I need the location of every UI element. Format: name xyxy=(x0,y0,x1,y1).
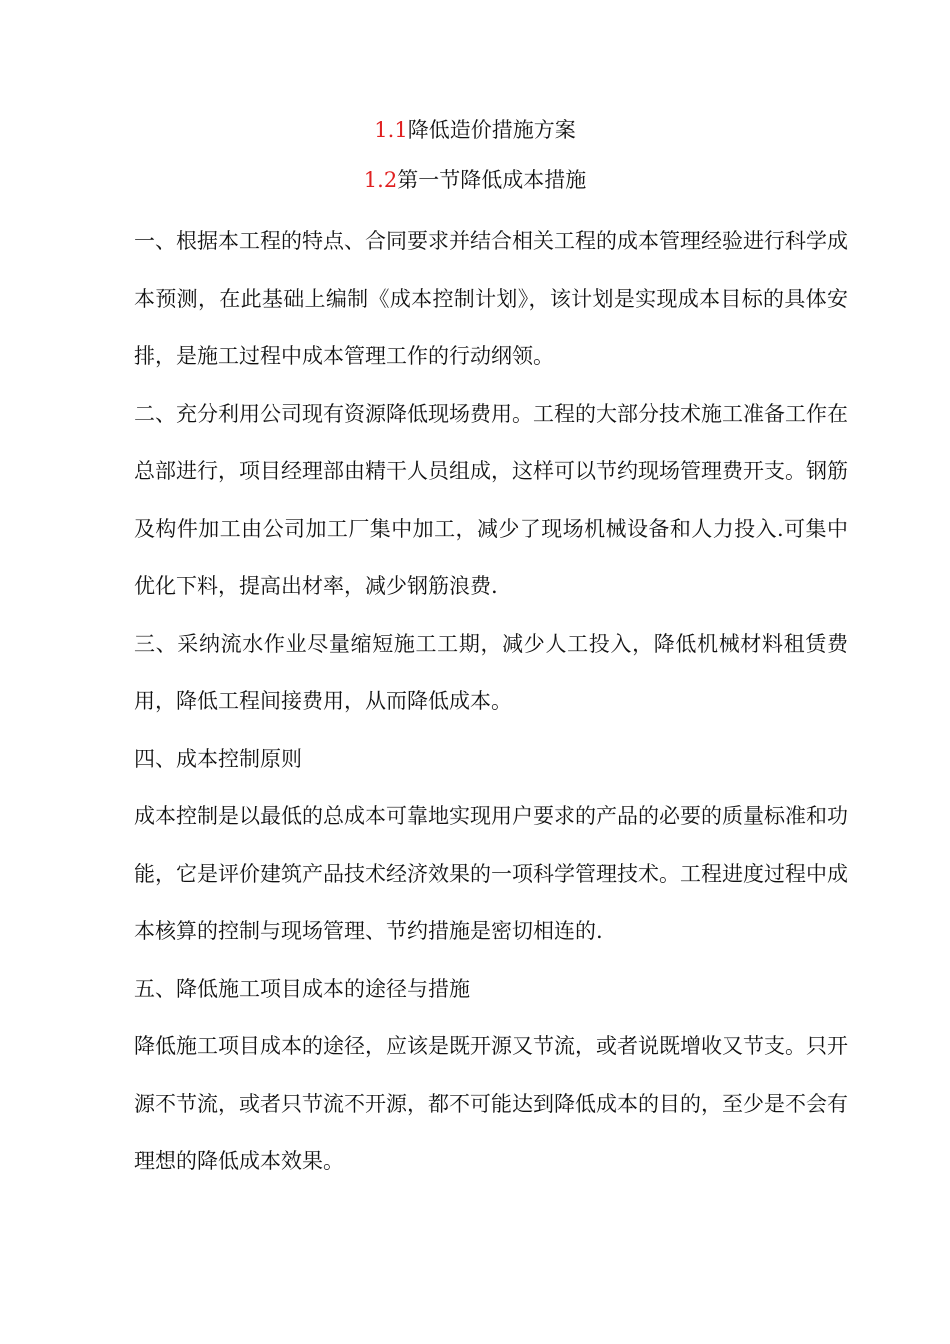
heading-2-text: 第一节降低成本措施 xyxy=(397,168,587,192)
section-heading-4: 四、成本控制原则 xyxy=(134,746,302,771)
paragraph-3: 三、采纳流水作业尽量缩短施工工期，减少人工投入，降低机械材料租赁费用，降低工程间接费用，从而降低成本。 xyxy=(134,631,848,713)
heading-2-number: 1.2 xyxy=(363,168,398,192)
section-heading-5: 五、降低施工项目成本的途径与措施 xyxy=(134,976,470,1001)
document-body xyxy=(134,213,848,1191)
paragraph-7: 降低施工项目成本的途径，应该是既开源又节流，或者说既增收又节支。只开源不节流，或者只节流不开源，都不可能达到降低成本的目的，至少是不会有理想的降低成本效果。 xyxy=(134,1034,848,1173)
paragraph-5: 成本控制是以最低的总成本可靠地实现用户要求的产品的必要的质量标准和功能，它是评价建筑产品技术经济效果的一项科学管理技术。工程进度过程中成本核算的控制与现场管理、节约措施是密切相连的. xyxy=(134,804,848,943)
heading-1 xyxy=(0,115,950,145)
paragraph-2: 二、充分利用公司现有资源降低现场费用。工程的大部分技术施工准备工作在总部进行，项目经理部由精干人员组成，这样可以节约现场管理费开支。钢筋及构件加工由公司加工厂集中加工，减少了现场机械设备和人力投入.可集中优化下料，提高出材率，减少钢筋浪费. xyxy=(134,401,848,598)
heading-1-text: 降低造价措施方案 xyxy=(407,118,576,142)
heading-1-number: 1.1 xyxy=(374,118,408,142)
heading-2 xyxy=(0,165,950,195)
paragraph-1: 一、根据本工程的特点、合同要求并结合相关工程的成本管理经验进行科学成本预测，在此基础上编制《成本控制计划》，该计划是实现成本目标的具体安排，是施工过程中成本管理工作的行动纲领。 xyxy=(134,229,848,368)
